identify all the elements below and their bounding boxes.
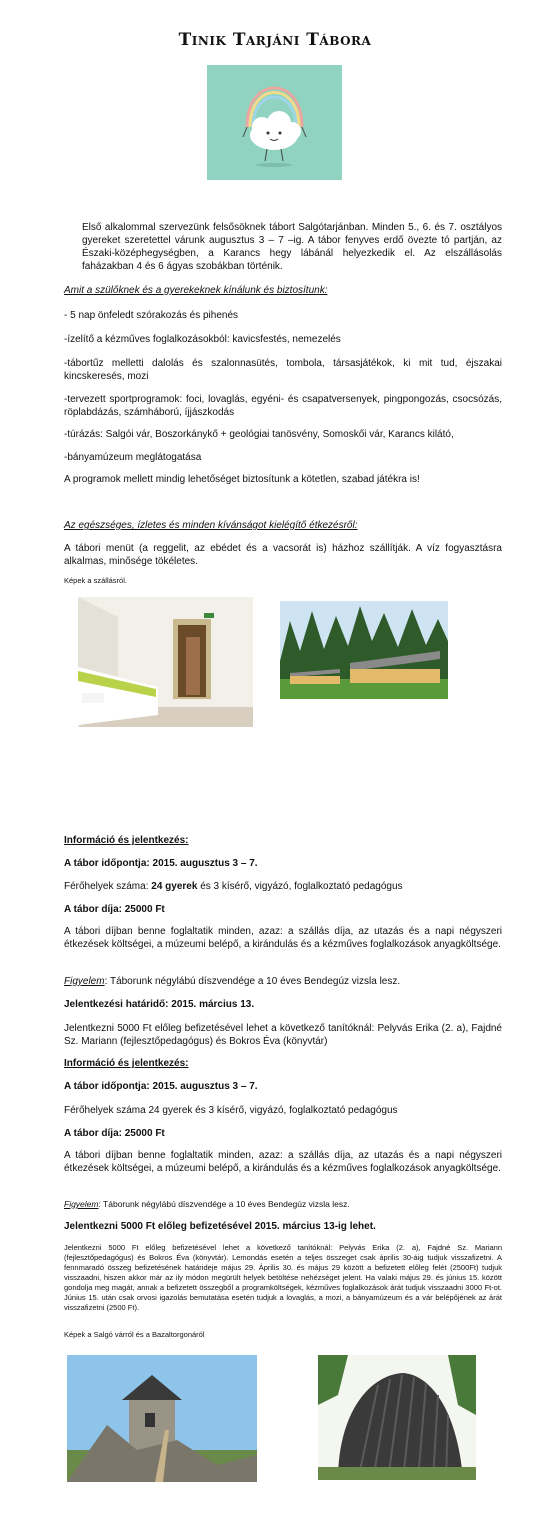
photo-caption: Képek a szállásról. xyxy=(64,576,127,585)
page-title: Tinik Tarjáni Tábora xyxy=(178,30,372,50)
info-heading: Információ és jelentkezés: xyxy=(64,1058,189,1069)
food-heading: Az egészséges, ízletes és minden kívánságot kielégítő étkezésről: xyxy=(64,520,358,531)
room-photo xyxy=(78,597,253,727)
camp-dates: A tábor időpontja: 2015. augusztus 3 – 7. xyxy=(64,858,258,869)
food-paragraph: A tábori menüt (a reggelit, az ebédet és a vacsorát is) házhoz szállítják. A víz fogyasztásra alkalmas, minősége tökéletes. xyxy=(64,543,502,567)
attention-note: Figyelem: Táborunk négylábú díszvendége a 10 éves Bendegúz vizsla lesz. xyxy=(64,1199,350,1209)
cabins-photo xyxy=(280,601,448,699)
salgo-castle-photo xyxy=(67,1355,257,1482)
offer-item: A programok mellett mindig lehetőséget biztosítunk a kötetlen, szabad játékra is! xyxy=(64,474,420,485)
capacity-text: Férőhelyek száma 24 gyerek és 3 kísérő, vigyázó, foglalkoztató pedagógus xyxy=(64,1105,398,1116)
photo-caption: Képek a Salgó várról és a Bazaltorgonáról xyxy=(64,1330,205,1339)
info-heading: Információ és jelentkezés: xyxy=(64,835,189,846)
basalt-organ-photo xyxy=(318,1355,476,1480)
camp-dates: A tábor időpontja: 2015. augusztus 3 – 7. xyxy=(64,1081,258,1092)
apply-text: Jelentkezni 5000 Ft előleg befizetésével lehet a következő tanítóknál: Pelyvás Erika (2. a), Fajdné Sz. Mariann (fejlesztőpedagógus) és Bokros Éva (könyvtár) xyxy=(64,1023,502,1047)
camp-logo-image xyxy=(207,65,342,180)
offer-item: -túrázás: Salgói vár, Boszorkánykő + geológiai tanösvény, Somoskői vár, Karancs kilátó, xyxy=(64,429,454,440)
apply-deadline: Jelentkezni 5000 Ft előleg befizetésével 2015. március 13-ig lehet. xyxy=(64,1221,376,1232)
deadline: Jelentkezési határidő: 2015. március 13. xyxy=(64,999,255,1010)
attention-note: Figyelem: Táborunk négylábú díszvendége a 10 éves Bendegúz vizsla lesz. xyxy=(64,976,401,987)
offer-item: -ízelítő a kézműves foglalkozásokból: kavicsfestés, nemezelés xyxy=(64,334,341,345)
capacity-text: Férőhelyek száma: 24 gyerek és 3 kísérő, vigyázó, foglalkoztató pedagógus xyxy=(64,881,403,892)
offer-item: - 5 nap önfeledt szórakozás és pihenés xyxy=(64,310,238,321)
price-includes: A tábori díjban benne foglaltatik minden, azaz: a szállás díja, az utazás és a napi négyszeri étkezések költségei, a múzeumi belépő, a kirándulás és a kézműves foglalkozások anyagköltsége. xyxy=(64,926,502,950)
price-includes: A tábori díjban benne foglaltatik minden, azaz: a szállás díja, az utazás és a napi négyszeri étkezések költségei, a múzeumi belépő, a kirándulás és a kézműves foglalkozások anyagköltsége. xyxy=(64,1150,502,1174)
offer-item: -bányamúzeum meglátogatása xyxy=(64,452,202,463)
camp-price: A tábor díja: 25000 Ft xyxy=(64,904,165,915)
offer-item: -tábortűz melletti dalolás és szalonnasütés, tombola, társasjátékok, ki mit tud, éjszakai kincskeresés, mozi xyxy=(64,358,502,382)
intro-paragraph: Első alkalommal szervezünk felsősöknek tábort Salgótarjánban. Minden 5., 6. és 7. osztályos gyereket szeretettel várunk augusztus 3 – 7 –ig. A tábor fenyves erdő övezte tó partján, az Északi-középhegységben, a Karancs hegy lábánál helyezkedik el. Az elszállásolás faházakban 4 és 6 ágyas szobákban történik. xyxy=(82,222,502,272)
offer-heading: Amit a szülőknek és a gyerekeknek kínálunk és biztosítunk: xyxy=(64,285,328,296)
camp-price: A tábor díja: 25000 Ft xyxy=(64,1128,165,1139)
cancellation-terms: Jelentkezni 5000 Ft előleg befizetésével lehet a következő tanítóknál: Pelyvás Erika (2. a), Fajdné Sz. Mariann (fejlesztőpedagógus) és Bokros Éva (könyvtár). Lemondás esetén a teljes összeget csak április 30-áig tudjuk visszafizetni. A fennmaradó összeg befizetésének határideje május 29. Április 30. és május 29 között a befizetett előleg felét (2500Ft) tudjuk visszaadni, hiszen akkor már az ily módon megürült helyek betöltése nehézséget jelent. Ha valaki május 29. és június 15. között gondolja meg magát, annak a befizetett összegből a programköltségek, kézműves foglalkozások árát tudjuk visszaadni 3000 Ft-ot. Június 15. után csak orvosi igazolás bemutatása esetén tudjuk a lovaglás, a mozi, a bányamúzeum és a vár belépőjének az árát visszafizetni (2500 Ft). xyxy=(64,1243,502,1312)
offer-item: -tervezett sportprogramok: foci, lovaglás, egyéni- és csapatversenyek, pingpongozás, csocsózás, röplabdázás, számháború, íjjászkodás xyxy=(64,394,502,418)
